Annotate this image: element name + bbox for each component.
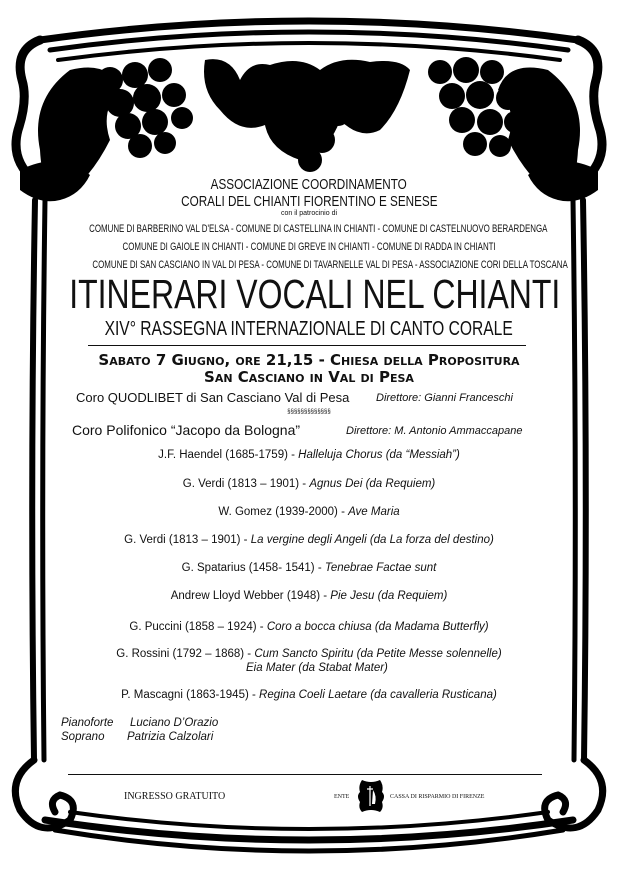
grape-cluster-left <box>97 58 193 158</box>
patronage-label: con il patrocinio di <box>280 210 338 217</box>
program-item: G. Puccini (1858 – 1924) - Coro a bocca chiusa (da Madama Butterfly) <box>129 621 489 633</box>
performer-name: Luciano D’Orazio <box>130 717 219 729</box>
sponsor-prefix: ENTE <box>334 794 350 800</box>
section-separator: §§§§§§§§§§§§§ <box>287 409 331 415</box>
program-item: Andrew Lloyd Webber (1948) - Pie Jesu (da Requiem) <box>170 590 448 602</box>
org-line-1: ASSOCIAZIONE COORDINAMENTO <box>210 176 408 193</box>
footer-divider <box>68 774 542 775</box>
free-admission: INGRESSO GRATUITO <box>124 791 226 802</box>
sponsor-logo-icon <box>356 778 386 814</box>
event-date-venue: Sabato 7 Giugno, ore 21,15 - Chiesa della Propositura <box>98 351 520 369</box>
patron-line: COMUNE DI GAIOLE IN CHIANTI - COMUNE DI GREVE IN CHIANTI - COMUNE DI RADDA IN CHIANTI <box>122 241 496 253</box>
patron-line: COMUNE DI BARBERINO VAL D'ELSA - COMUNE DI CASTELLINA IN CHIANTI - COMUNE DI CASTELNUOVO BERARDENGA <box>89 223 548 235</box>
performer-role: Soprano <box>61 731 105 743</box>
title-divider <box>88 345 526 346</box>
performer-name: Patrizia Calzolari <box>127 731 214 743</box>
program-item: G. Spatarius (1458- 1541) - Tenebrae Factae sunt <box>181 562 437 574</box>
program-item: G. Verdi (1813 – 1901) - Agnus Dei (da Requiem) <box>182 478 436 490</box>
sponsor-name: CASSA DI RISPARMIO DI FIRENZE <box>390 794 485 800</box>
performer-role: Pianoforte <box>61 717 114 729</box>
patron-line: COMUNE DI SAN CASCIANO IN VAL DI PESA - COMUNE DI TAVARNELLE VAL DI PESA - ASSOCIAZIONE CORI DELLA TOSCANA <box>92 259 568 271</box>
program-item-continuation: Eia Mater (da Stabat Mater) <box>246 662 388 674</box>
program-item: W. Gomez (1939-2000) - Ave Maria <box>218 506 400 518</box>
choir-1-director: Direttore: Gianni Franceschi <box>376 392 513 404</box>
choir-2-director: Direttore: M. Antonio Ammaccapane <box>346 425 523 437</box>
org-line-2: CORALI DEL CHIANTI FIORENTINO E SENESE <box>180 193 438 210</box>
choir-1-name: Coro QUODLIBET di San Casciano Val di Pesa <box>76 390 350 405</box>
choir-2-name: Coro Polifonico “Jacopo da Bologna” <box>72 422 301 438</box>
program-item: G. Verdi (1813 – 1901) - La vergine degli Angeli (da La forza del destino) <box>124 534 494 546</box>
subtitle: XIV° RASSEGNA INTERNAZIONALE DI CANTO CORALE <box>104 318 514 340</box>
program-item: P. Mascagni (1863-1945) - Regina Coeli Laetare (da cavalleria Rusticana) <box>121 689 497 701</box>
program-item: J.F. Haendel (1685-1759) - Halleluja Chorus (da “Messiah”) <box>158 449 460 461</box>
program-item: G. Rossini (1792 – 1868) - Cum Sancto Spiritu (da Petite Messe solennelle) <box>116 648 502 660</box>
event-location: San Casciano in Val di Pesa <box>204 368 414 386</box>
main-title: ITINERARI VOCALI NEL CHIANTI <box>69 271 561 317</box>
